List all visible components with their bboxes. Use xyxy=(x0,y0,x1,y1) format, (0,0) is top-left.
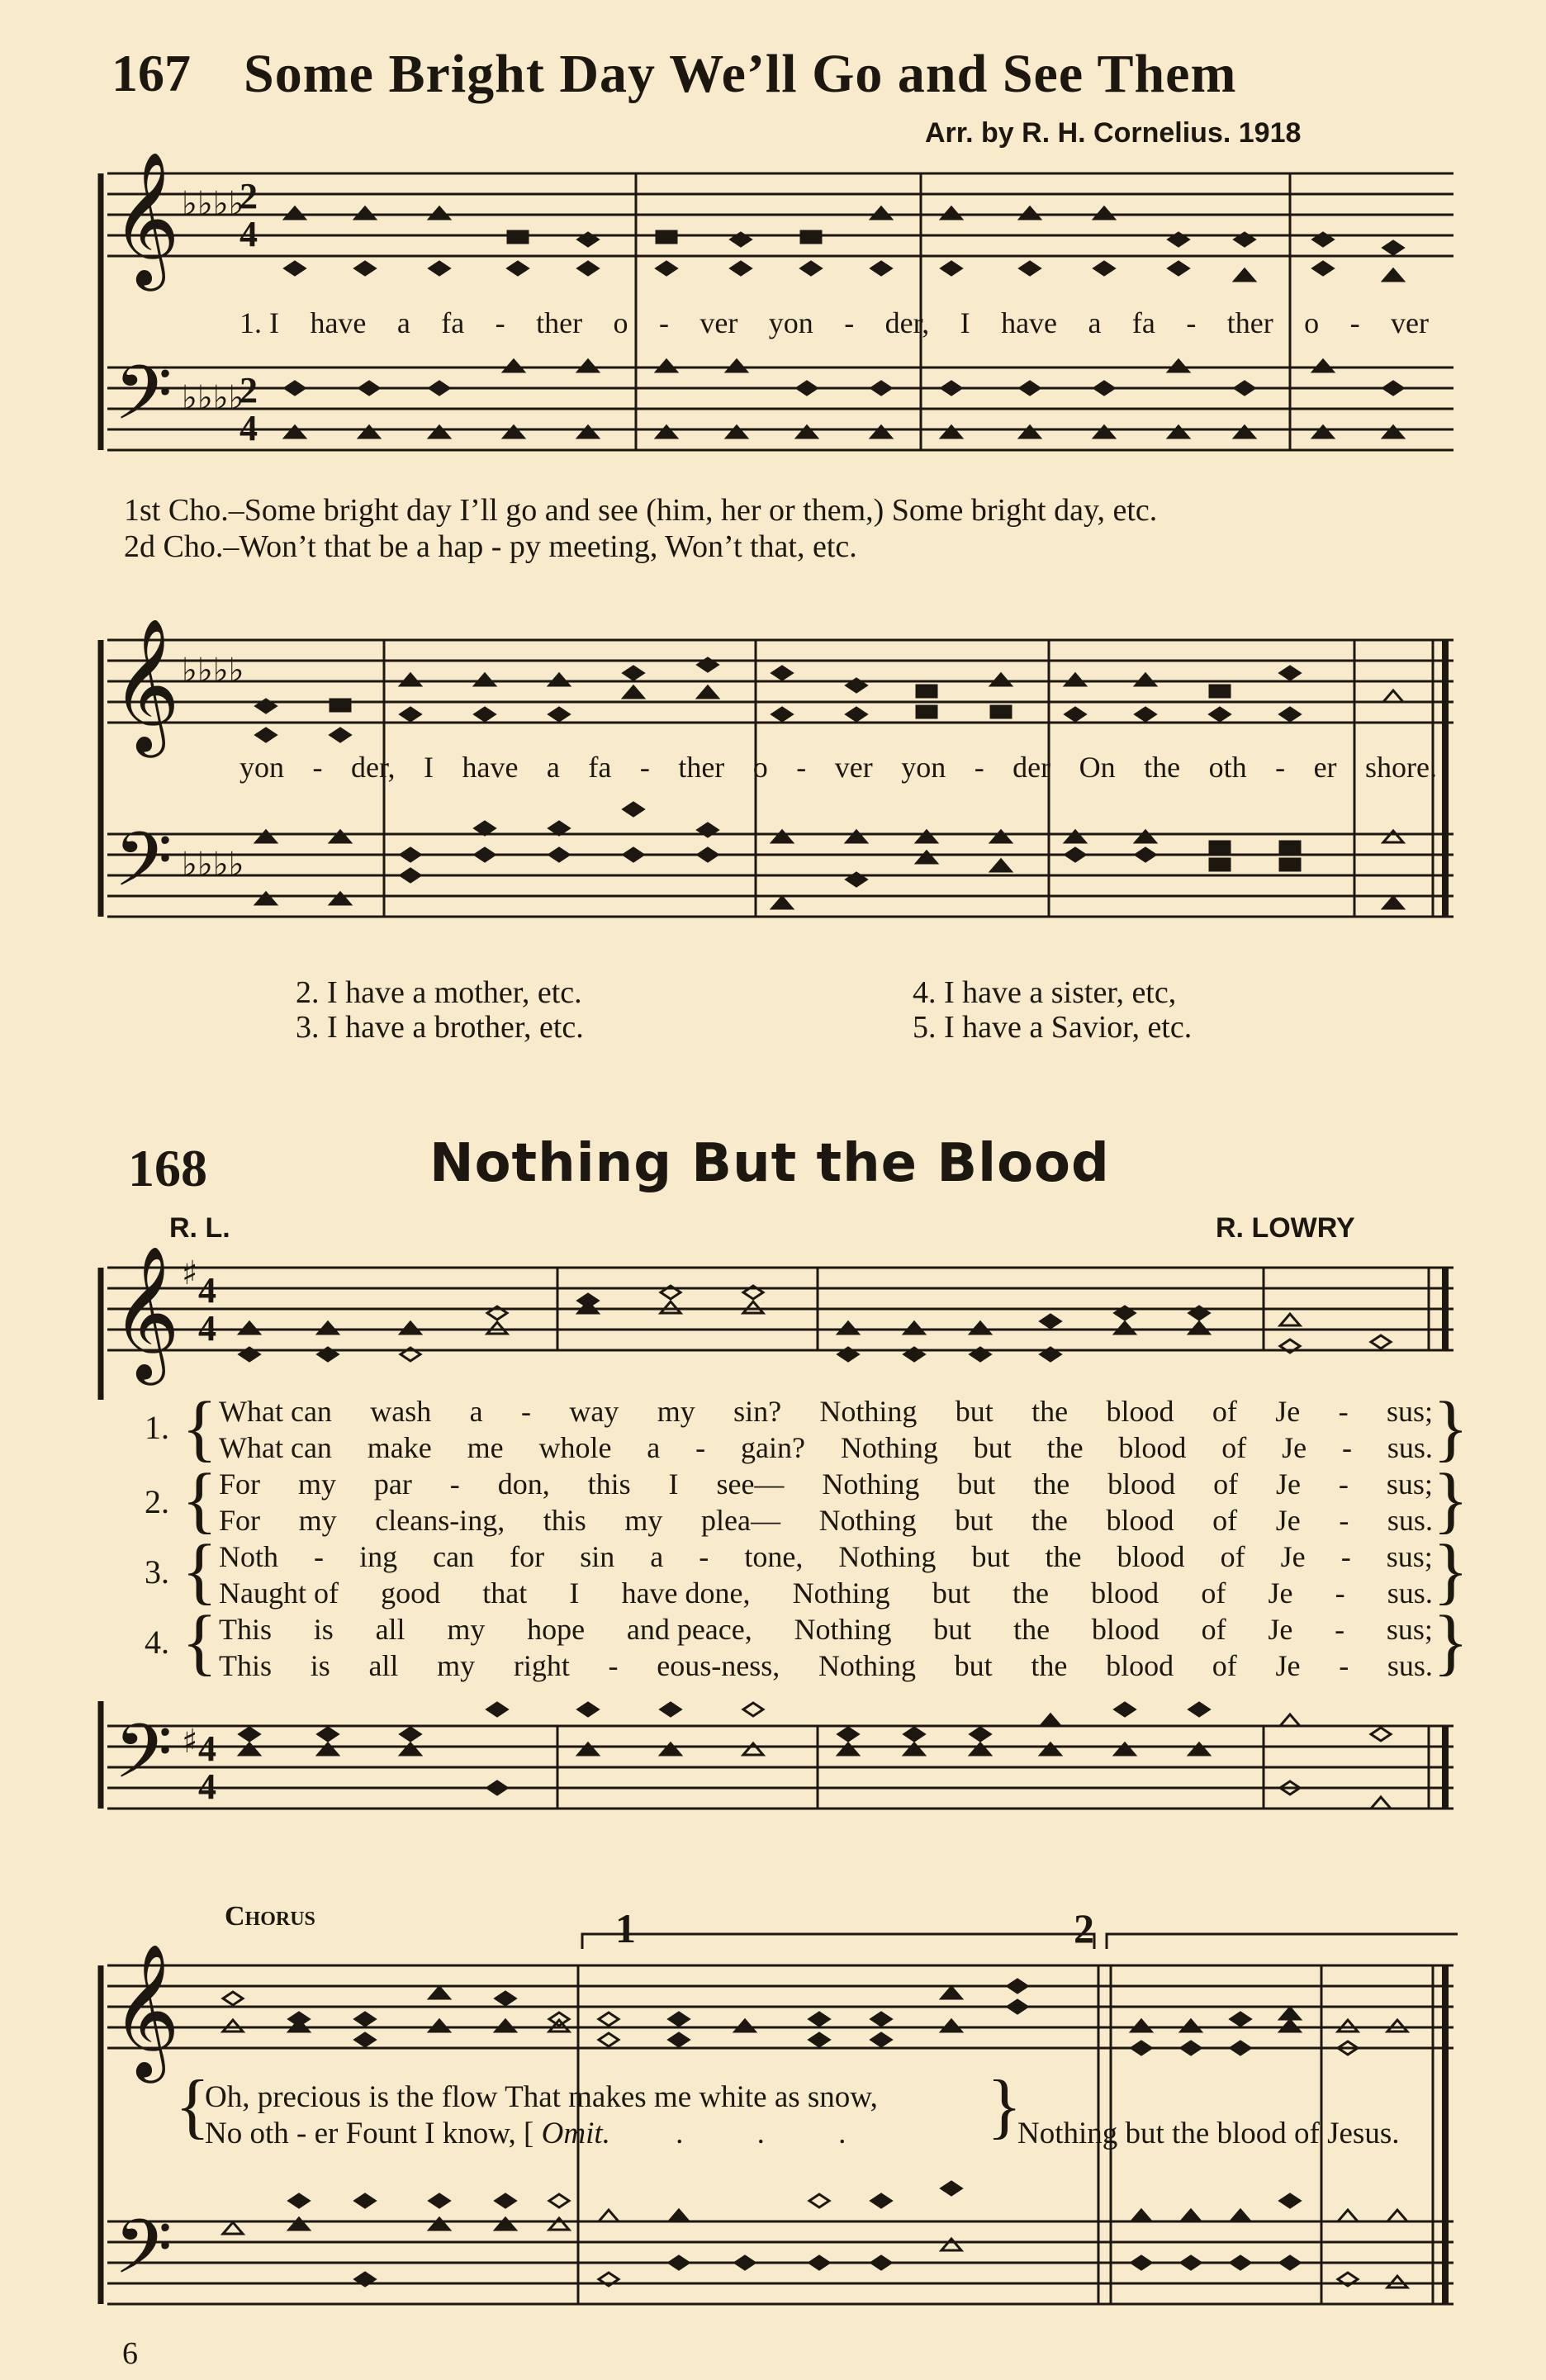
lyric-syllable: cleans-ing, xyxy=(375,1504,505,1537)
lyric-syllable: but xyxy=(957,1467,996,1501)
lyric-syllable: have xyxy=(310,306,367,339)
lyric-syllable: ver xyxy=(1391,306,1429,339)
lyric-syllable: the xyxy=(1031,1395,1069,1428)
svg-text:♯: ♯ xyxy=(182,1723,198,1761)
verse-line xyxy=(219,1467,1433,1501)
lyric-syllable: o xyxy=(1304,306,1320,339)
lyric-syllable: way xyxy=(569,1395,619,1428)
music-system-3-treble xyxy=(91,1245,1462,1400)
chorus-line-2 xyxy=(205,2116,879,2151)
lyric-syllable: Nothing xyxy=(840,1431,938,1464)
lyric-syllable: Je xyxy=(1275,1395,1301,1428)
lyric-syllable: - xyxy=(1338,1395,1349,1428)
lyrics-system-1 xyxy=(239,306,1429,340)
composer-credit: R. LOWRY xyxy=(1216,1212,1355,1244)
verse-brace-left: { xyxy=(182,1601,218,1683)
lyric-syllable: fa xyxy=(441,306,465,339)
lyric-syllable: sus. xyxy=(1387,1431,1433,1464)
svg-text:4: 4 xyxy=(239,408,258,448)
lyric-syllable: of xyxy=(1212,1649,1237,1682)
lyric-syllable: blood xyxy=(1106,1504,1174,1537)
lyric-syllable: Nothing xyxy=(792,1576,890,1610)
lyric-syllable: good xyxy=(381,1576,441,1610)
verse-3: 3. I have a brother, etc. xyxy=(296,1010,584,1045)
lyric-syllable: ther xyxy=(536,306,583,339)
lyric-syllable: - xyxy=(974,751,984,784)
lyric-syllable: er xyxy=(1313,751,1337,784)
lyric-syllable: I xyxy=(960,306,970,339)
lyric-syllable: but xyxy=(971,1540,1010,1573)
lyric-syllable: Nothing xyxy=(819,1395,918,1428)
lyric-syllable: - xyxy=(1342,1431,1353,1464)
lyric-syllable: - xyxy=(796,751,807,784)
lyric-syllable: is xyxy=(310,1649,330,1682)
omit-marker: Omit. xyxy=(541,2117,610,2150)
lyric-syllable: - xyxy=(1335,1576,1345,1610)
lyric-syllable: see— xyxy=(716,1467,785,1501)
lyric-syllable: the xyxy=(1046,1431,1084,1464)
lyric-syllable: make xyxy=(367,1431,432,1464)
lyric-syllable: - xyxy=(844,306,855,339)
lyric-syllable: Je xyxy=(1276,1467,1301,1501)
lyric-syllable: sus. xyxy=(1387,1649,1433,1682)
lyric-syllable: This xyxy=(219,1613,273,1646)
lyric-syllable: eous-ness, xyxy=(657,1649,780,1682)
arranger-credit: Arr. by R. H. Cornelius. 1918 xyxy=(925,117,1302,149)
lyric-syllable: blood xyxy=(1106,1395,1174,1428)
lyric-syllable: right xyxy=(513,1649,570,1682)
lyric-syllable: - xyxy=(699,1540,709,1573)
lyric-syllable: What can xyxy=(219,1395,332,1428)
lyric-syllable: Nothing xyxy=(822,1467,920,1501)
lyric-syllable: gain? xyxy=(741,1431,805,1464)
svg-text:♭♭♭♭: ♭♭♭♭ xyxy=(182,652,244,690)
lyric-syllable: der, xyxy=(350,751,396,784)
lyric-syllable: this xyxy=(543,1504,586,1537)
lyric-syllable: of xyxy=(1220,1540,1245,1573)
page-number: 6 xyxy=(122,2336,138,2371)
lyric-syllable: the xyxy=(1031,1504,1068,1537)
lyric-syllable: 1. I xyxy=(239,306,279,339)
lyric-syllable: me xyxy=(467,1431,504,1464)
lyric-syllable: my xyxy=(437,1649,476,1682)
verse-number: 4. xyxy=(145,1624,169,1661)
lyric-syllable: - xyxy=(1349,306,1360,339)
lyric-syllable: - xyxy=(314,1540,325,1573)
lyric-syllable: wash xyxy=(370,1395,432,1428)
lyric-syllable: but xyxy=(955,1395,994,1428)
lyric-syllable: all xyxy=(375,1613,405,1646)
lyric-syllable: my xyxy=(657,1395,695,1428)
svg-text:2: 2 xyxy=(239,176,258,216)
lyric-syllable: yon xyxy=(239,751,284,784)
lyric-syllable: the xyxy=(1031,1649,1068,1682)
lyric-syllable: - xyxy=(1335,1613,1345,1646)
lyric-syllable: the xyxy=(1045,1540,1082,1573)
lyric-syllable: Noth xyxy=(219,1540,278,1573)
lyric-syllable: ing xyxy=(359,1540,398,1573)
verse-2: 2. I have a mother, etc. xyxy=(296,975,582,1010)
lyric-syllable: a xyxy=(396,306,410,339)
hymn-title: Some Bright Day We’ll Go and See Them xyxy=(244,44,1237,104)
verse-line xyxy=(219,1648,1433,1683)
lyric-syllable: - xyxy=(1275,751,1286,784)
lyric-syllable: fa xyxy=(588,751,612,784)
lyric-syllable: a xyxy=(546,751,560,784)
lyric-syllable: all xyxy=(368,1649,399,1682)
lyric-syllable: Je xyxy=(1282,1431,1307,1464)
svg-text:4: 4 xyxy=(198,1308,216,1349)
verse-number: 1. xyxy=(145,1409,169,1446)
lyric-syllable: yon xyxy=(901,751,946,784)
lyric-syllable: ther xyxy=(1226,306,1273,339)
verse-brace-right: } xyxy=(1433,1601,1469,1683)
lyric-syllable: don, xyxy=(497,1467,550,1501)
verse-line xyxy=(219,1394,1433,1429)
lyric-syllable: This xyxy=(219,1649,273,1682)
lyric-syllable: ver xyxy=(699,306,738,339)
second-ending-label: 2 xyxy=(1074,1905,1094,1951)
lyric-syllable: of xyxy=(1213,1467,1239,1501)
lyric-syllable: - xyxy=(639,751,650,784)
svg-text:𝄞: 𝄞 xyxy=(111,1943,180,2078)
lyric-syllable: sus. xyxy=(1387,1576,1433,1610)
lyric-syllable: can xyxy=(433,1540,475,1573)
verse-brace-left: { xyxy=(182,1387,218,1469)
lyric-syllable: ther xyxy=(678,751,725,784)
verse-brace-left: { xyxy=(182,1530,218,1612)
chorus-label: Chorus xyxy=(225,1901,315,1932)
lyric-syllable: Nothing xyxy=(838,1540,937,1573)
lyric-syllable: tone, xyxy=(744,1540,804,1573)
lyric-syllable: Nothing xyxy=(818,1504,917,1537)
hymn-title: Nothing But the Blood xyxy=(429,1133,1110,1194)
lyric-syllable: blood xyxy=(1091,1613,1160,1646)
lyric-syllable: On xyxy=(1079,751,1116,784)
lyric-syllable: but xyxy=(955,1504,994,1537)
verse-brace-right: } xyxy=(1433,1387,1469,1469)
lyric-syllable: of xyxy=(1212,1395,1237,1428)
svg-text:4: 4 xyxy=(198,1270,216,1311)
hymn-number: 168 xyxy=(128,1139,207,1197)
lyric-syllable: whole xyxy=(538,1431,612,1464)
lyric-syllable: of xyxy=(1212,1504,1238,1537)
lyric-syllable: a xyxy=(469,1395,483,1428)
verse-5: 5. I have a Savior, etc. xyxy=(913,1010,1193,1045)
lyric-syllable: oth xyxy=(1208,751,1247,784)
lyric-syllable: o xyxy=(613,306,628,339)
lyric-syllable: yon xyxy=(768,306,813,339)
lyric-syllable: - xyxy=(1338,1467,1349,1501)
first-chorus-line: 1st Cho.–Some bright day I’ll go and see (him, her or them,) Some bright day, etc. xyxy=(124,493,1158,528)
lyric-syllable: of xyxy=(1221,1431,1247,1464)
lyric-syllable: o xyxy=(752,751,768,784)
verse-brace-right: } xyxy=(1433,1459,1469,1541)
svg-text:2: 2 xyxy=(239,370,258,410)
lyric-syllable: Je xyxy=(1280,1540,1306,1573)
svg-text:4: 4 xyxy=(198,1728,216,1769)
chorus-brace-right: } xyxy=(987,2066,1022,2146)
lyric-syllable: of xyxy=(1201,1613,1226,1646)
lyric-syllable: - xyxy=(1186,306,1197,339)
lyric-syllable: Je xyxy=(1275,1504,1301,1537)
lyric-syllable: but xyxy=(954,1649,993,1682)
svg-text:♭♭♭♭: ♭♭♭♭ xyxy=(182,185,244,223)
lyric-syllable: sus; xyxy=(1386,1540,1433,1573)
lyric-syllable: blood xyxy=(1118,1431,1187,1464)
lyric-syllable: der, xyxy=(884,306,930,339)
lyric-syllable: fa xyxy=(1131,306,1155,339)
lyric-syllable: of xyxy=(1201,1576,1226,1610)
lyric-syllable: blood xyxy=(1107,1467,1176,1501)
lyric-syllable: - xyxy=(495,306,505,339)
lyric-syllable: that xyxy=(482,1576,528,1610)
lyric-syllable: but xyxy=(933,1613,972,1646)
svg-text:4: 4 xyxy=(239,214,258,254)
verse-number: 3. xyxy=(145,1553,169,1591)
chorus-line-2-text: No oth - er Fount I know, [ xyxy=(205,2117,534,2150)
lyric-syllable: For xyxy=(219,1467,261,1501)
lyric-syllable: blood xyxy=(1091,1576,1160,1610)
lyric-syllable: - xyxy=(449,1467,460,1501)
verse-4: 4. I have a sister, etc, xyxy=(913,975,1177,1010)
lyric-syllable: have xyxy=(462,751,519,784)
lyric-syllable: - xyxy=(695,1431,706,1464)
lyric-syllable: my xyxy=(297,1467,336,1501)
music-system-3-bass xyxy=(91,1701,1462,1875)
lyric-syllable: Nothing xyxy=(818,1649,916,1682)
lyric-syllable: sin? xyxy=(733,1395,782,1428)
lyric-syllable: sus; xyxy=(1386,1613,1433,1646)
lyric-syllable: - xyxy=(608,1649,619,1682)
verse-line xyxy=(219,1430,1433,1465)
lyric-syllable: the xyxy=(1144,751,1181,784)
lyric-syllable: - xyxy=(1339,1504,1349,1537)
lyric-syllable: have done, xyxy=(621,1576,751,1610)
lyric-syllable: - xyxy=(1339,1649,1349,1682)
svg-text:𝄞: 𝄞 xyxy=(111,1245,180,1380)
lyric-syllable: sus; xyxy=(1386,1395,1433,1428)
lyric-syllable: der xyxy=(1012,751,1051,784)
lyric-syllable: par xyxy=(373,1467,412,1501)
lyric-syllable: shore. xyxy=(1365,751,1437,784)
lyric-syllable: sus. xyxy=(1387,1504,1433,1537)
lyric-syllable: a xyxy=(1088,306,1102,339)
lyric-syllable: sus; xyxy=(1386,1467,1433,1501)
svg-text:𝄞: 𝄞 xyxy=(111,618,180,752)
lyric-syllable: Nothing xyxy=(794,1613,892,1646)
lyric-syllable: blood xyxy=(1117,1540,1185,1573)
svg-text:♭♭♭♭: ♭♭♭♭ xyxy=(182,846,244,884)
svg-text:𝄢: 𝄢 xyxy=(114,1708,173,1813)
lyric-syllable: For xyxy=(219,1504,261,1537)
verse-brace-right: } xyxy=(1433,1530,1469,1612)
omit-dots: . . . xyxy=(676,2117,880,2150)
verse-line xyxy=(219,1503,1433,1538)
lyric-syllable: but xyxy=(932,1576,970,1610)
lyric-syllable: the xyxy=(1012,1576,1049,1610)
svg-text:𝄢: 𝄢 xyxy=(114,2203,173,2309)
lyric-syllable: is xyxy=(313,1613,334,1646)
svg-text:4: 4 xyxy=(198,1766,216,1807)
lyric-syllable: the xyxy=(1033,1467,1070,1501)
chorus-refrain: Nothing but the blood of Jesus. xyxy=(1017,2117,1400,2150)
lyric-syllable: my xyxy=(447,1613,486,1646)
lyric-syllable: blood xyxy=(1106,1649,1174,1682)
lyric-syllable: my xyxy=(624,1504,663,1537)
lyric-syllable: the xyxy=(1013,1613,1050,1646)
second-chorus-line: 2d Cho.–Won’t that be a hap - py meeting, Won’t that, etc. xyxy=(124,529,857,564)
lyric-syllable: and peace, xyxy=(626,1613,752,1646)
lyric-syllable: this xyxy=(587,1467,631,1501)
lyric-syllable: hope xyxy=(527,1613,586,1646)
verse-brace-left: { xyxy=(182,1459,218,1541)
lyricist-credit: R. L. xyxy=(169,1212,230,1244)
lyric-syllable: Naught of xyxy=(219,1576,339,1610)
svg-text:𝄢: 𝄢 xyxy=(114,816,173,922)
verse-line xyxy=(219,1576,1433,1610)
verse-block xyxy=(140,1387,1469,1685)
lyric-syllable: I xyxy=(668,1467,679,1501)
lyric-syllable: Je xyxy=(1268,1613,1293,1646)
lyric-syllable: ver xyxy=(834,751,873,784)
lyric-syllable: but xyxy=(973,1431,1012,1464)
lyric-syllable: I xyxy=(569,1576,580,1610)
lyric-syllable: a xyxy=(647,1431,661,1464)
lyric-syllable: - xyxy=(1340,1540,1351,1573)
lyric-syllable: sin xyxy=(580,1540,615,1573)
first-ending-label: 1 xyxy=(615,1905,636,1951)
svg-text:𝄢: 𝄢 xyxy=(114,349,173,455)
svg-text:♯: ♯ xyxy=(182,1254,198,1292)
lyric-syllable: - xyxy=(312,751,323,784)
lyric-syllable: for xyxy=(510,1540,545,1573)
lyric-syllable: plea— xyxy=(701,1504,781,1537)
lyric-syllable: Je xyxy=(1275,1649,1301,1682)
chorus-line-1: Oh, precious is the flow That makes me white as snow, xyxy=(205,2080,878,2114)
verse-line xyxy=(219,1612,1433,1647)
chorus-brace-left: { xyxy=(175,2066,211,2146)
verse-number: 2. xyxy=(145,1483,169,1520)
lyric-syllable: What can xyxy=(219,1431,332,1464)
lyric-syllable: - xyxy=(520,1395,531,1428)
svg-text:♭♭♭♭: ♭♭♭♭ xyxy=(182,379,244,417)
lyric-syllable: I xyxy=(423,751,434,784)
svg-text:𝄞: 𝄞 xyxy=(111,151,180,286)
lyrics-system-2 xyxy=(239,750,1437,785)
lyric-syllable: - xyxy=(658,306,669,339)
lyric-syllable: have xyxy=(1001,306,1058,339)
lyric-syllable: a xyxy=(650,1540,664,1573)
lyric-syllable: my xyxy=(298,1504,337,1537)
verse-line xyxy=(219,1539,1433,1574)
hymn-number: 167 xyxy=(111,44,191,102)
lyric-syllable: Je xyxy=(1268,1576,1293,1610)
